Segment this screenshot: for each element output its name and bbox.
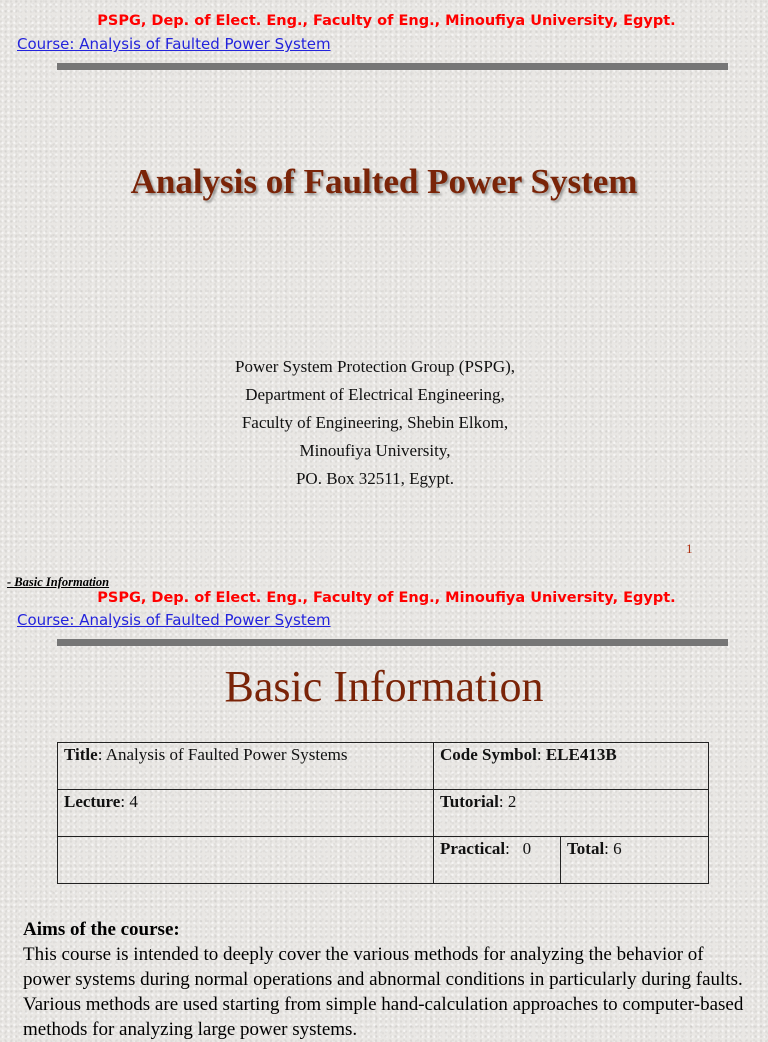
tutorial-cell: Tutorial: 2 <box>434 790 709 837</box>
slide1-title: Analysis of Faulted Power System <box>130 162 638 201</box>
table-row <box>58 790 709 837</box>
practical-cell: Practical: 0 <box>434 837 561 884</box>
slide1-header: PSPG, Dep. of Elect. Eng., Faculty of Eng., Minoufiya University, Egypt. <box>97 13 676 29</box>
title-cell: Title: Analysis of Faulted Power Systems <box>58 743 434 790</box>
code-cell: Code Symbol: ELE413B <box>434 743 709 790</box>
slide2-header: PSPG, Dep. of Elect. Eng., Faculty of Eng., Minoufiya University, Egypt. <box>97 590 676 606</box>
table-row <box>58 837 709 884</box>
slide1-divider <box>57 63 728 70</box>
lecture-cell: Lecture: 4 <box>58 790 434 837</box>
section-tag: - Basic Information <box>7 575 110 589</box>
address-line: Power System Protection Group (PSPG), <box>234 357 516 376</box>
address-line: Department of Electrical Engineering, <box>245 385 505 404</box>
slide2-course-link[interactable]: Course: Analysis of Faulted Power System <box>17 611 331 629</box>
aims-text: This course is intended to deeply cover the various methods for analyzing the behavior of power systems during normal operations and abnormal conditions in particularly during faults. Various methods are used starting from simple hand-calculation approaches to computer-based methods for analyzing large power systems. <box>23 944 744 1040</box>
address-line: Faculty of Engineering, Shebin Elkom, <box>241 413 509 432</box>
aims-section <box>23 917 753 1042</box>
empty-cell <box>58 837 434 884</box>
address-line: PO. Box 32511, Egypt. <box>295 469 455 488</box>
course-info-table <box>57 742 709 884</box>
table-row <box>58 743 709 790</box>
slide1-page-number: 1 <box>686 541 693 556</box>
aims-heading: Aims of the course: <box>23 919 180 940</box>
slide2-title: Basic Information <box>224 662 544 711</box>
total-cell: Total: 6 <box>561 837 709 884</box>
address-line: Minoufiya University, <box>299 441 451 460</box>
slide2-divider <box>57 639 728 646</box>
slide1-address <box>0 353 750 493</box>
slide1-course-link[interactable]: Course: Analysis of Faulted Power System <box>17 35 331 53</box>
